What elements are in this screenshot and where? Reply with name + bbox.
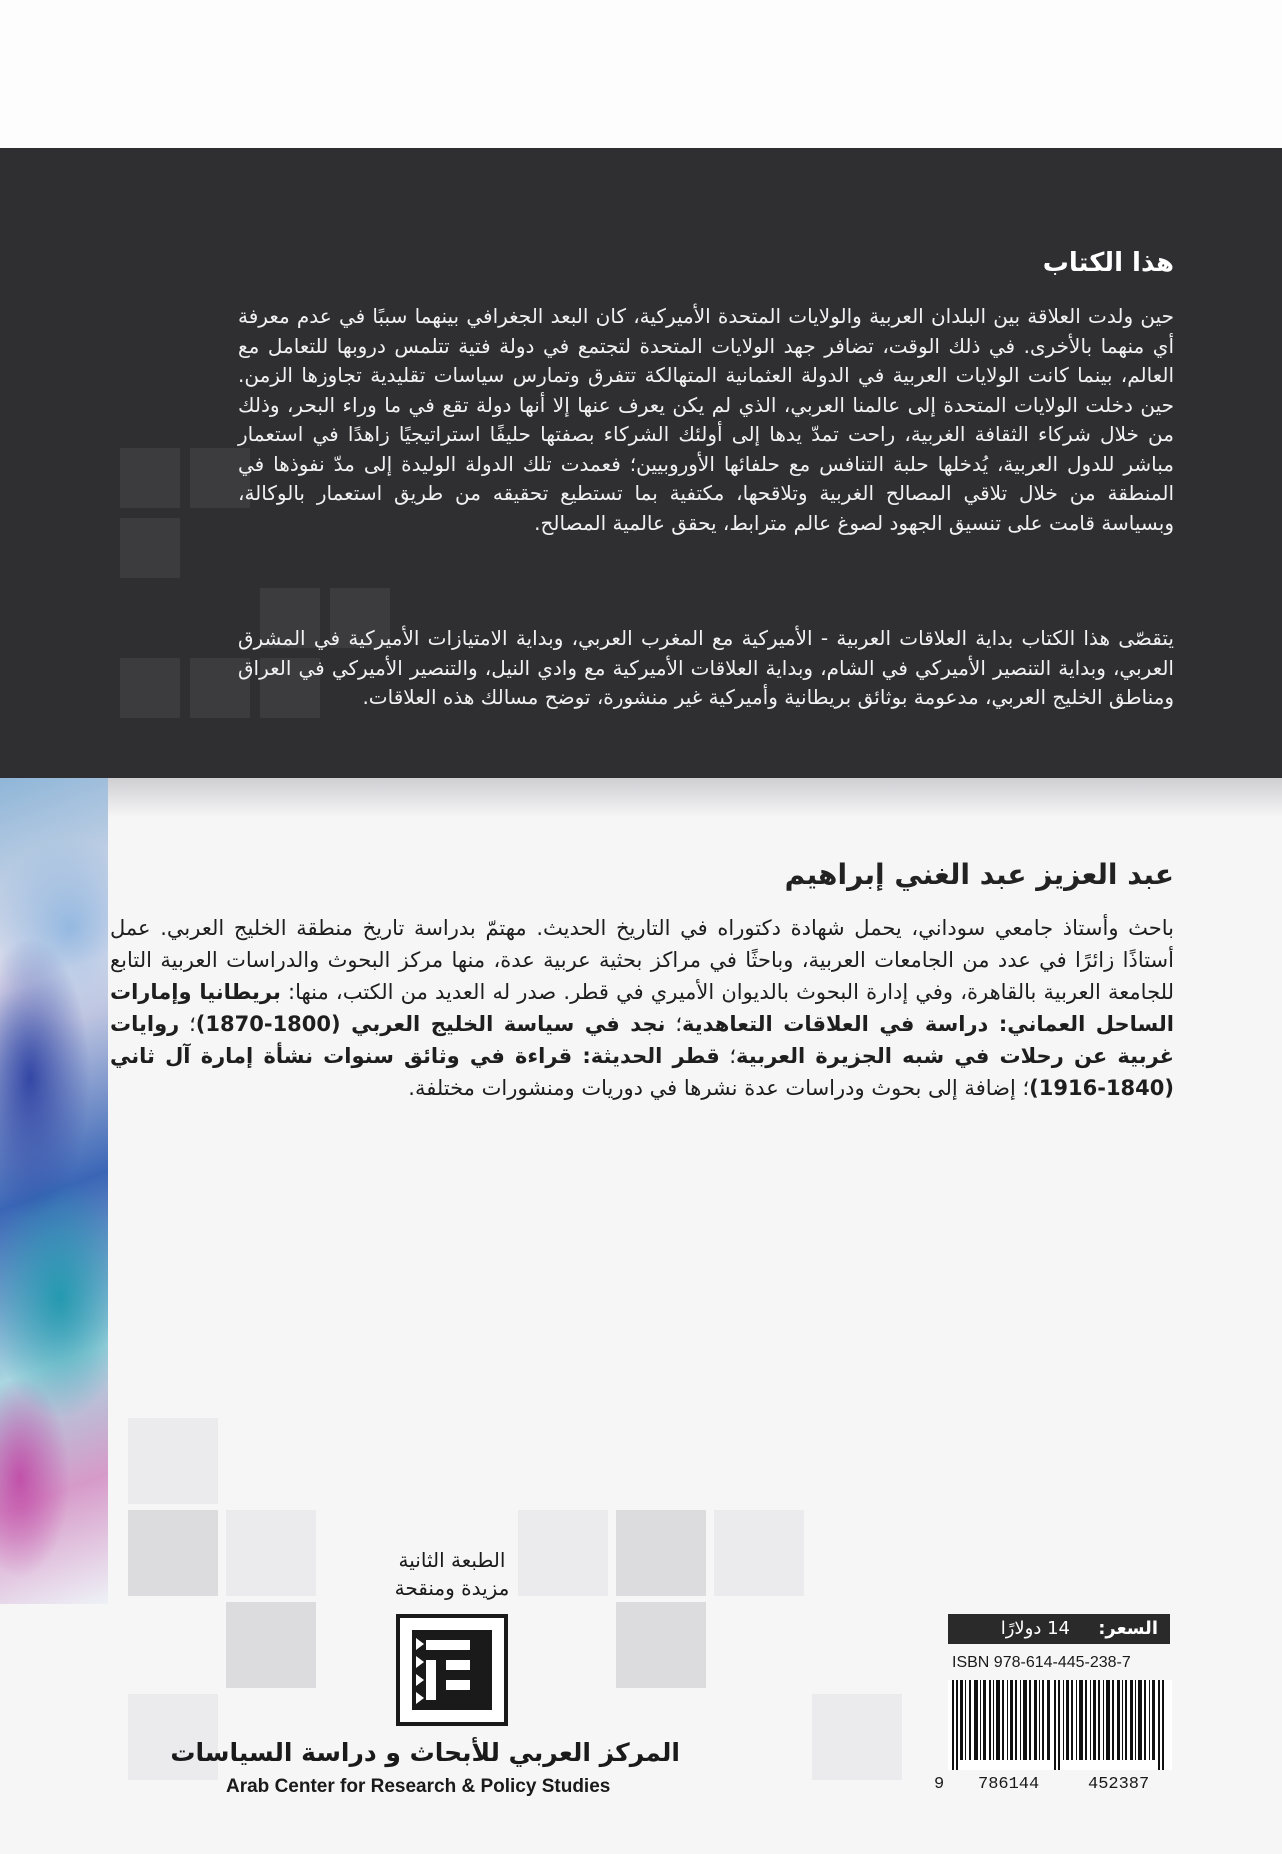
price-value: 14 دولارًا bbox=[1000, 1618, 1070, 1639]
barcode-digits-3: 452387 bbox=[1088, 1775, 1150, 1794]
edition-line-2: مزيدة ومنقحة bbox=[394, 1576, 510, 1600]
bio-intro: باحث وأستاذ جامعي سوداني، يحمل شهادة دكتوراه في التاريخ الحديث. مهتمّ بدراسة تاريخ منطقة الخليج العربي. عمل أستاذًا زائرًا في عدد من الجامعات العربية، وباحثًا في مراكز بحثية عربية عدة، منها مركز البحوث والدراسات العربية التابع للجامعة العربية بالقاهرة، وفي إدارة البحوث بالديوان الأميري في قطر. صدر له العديد من الكتب، منها: bbox=[110, 916, 1174, 1004]
publisher-name-english: Arab Center for Research & Policy Studies bbox=[226, 1776, 611, 1797]
publisher-name-arabic: المركز العربي للأبحاث و دراسة السياسات bbox=[170, 1738, 680, 1767]
about-heading: هذا الكتاب bbox=[1042, 248, 1174, 278]
author-bio: باحث وأستاذ جامعي سوداني، يحمل شهادة دكتوراه في التاريخ الحديث. مهتمّ بدراسة تاريخ منطقة الخليج العربي. عمل أستاذًا زائرًا في عدد من الجامعات العربية، وباحثًا في مراكز بحثية عربية عدة، منها مركز البحوث والدراسات العربية التابع للجامعة العربية بالقاهرة، وفي إدارة البحوث بالديوان الأميري في قطر. صدر له العديد من الكتب، منها: بريطانيا وإمارات الساحل العماني: دراسة في العلاقات التعاهدية؛ نجد في سياسة الخليج العربي (1800-1870)؛ روايات غربية عن رحلات في شبه الجزيرة العربية؛ قطر الحديثة: قراءة في وثائق سنوات نشأة إمارة آل ثاني (1840-1916)؛ إضافة إلى بحوث ودراسات عدة نشرها في دوريات ومنشورات مختلفة. bbox=[110, 916, 1174, 1100]
book-title-1: بريطانيا وإمارات الساحل العماني: دراسة في العلاقات التعاهدية bbox=[110, 980, 1174, 1036]
bio-outro: ؛ إضافة إلى بحوث ودراسات عدة نشرها في دوريات ومنشورات مختلفة. bbox=[408, 1076, 1030, 1100]
price-box bbox=[948, 1614, 1170, 1644]
panel-shadow bbox=[0, 778, 1282, 818]
price-label: السعر: bbox=[1098, 1618, 1158, 1639]
edition-line-1: الطبعة الثانية bbox=[398, 1548, 506, 1572]
isbn-text: ISBN 978-614-445-238-7 bbox=[952, 1654, 1131, 1671]
publisher-logo-icon bbox=[396, 1614, 508, 1726]
barcode-icon bbox=[948, 1680, 1172, 1770]
abstract-art-image bbox=[0, 778, 108, 1604]
barcode-digits-2: 786144 bbox=[978, 1775, 1040, 1794]
about-paragraph-2: يتقصّى هذا الكتاب بداية العلاقات العربية - الأميركية مع المغرب العربي، وبداية الامتيازات الأميركية في المشرق العربي، وبداية التنصير الأميركي في الشام، وبداية العلاقات الأميركية مع وادي النيل، والتنصير الأميركي في العراق ومناطق الخليج العربي، مدعومة بوثائق بريطانية وأميركية غير منشورة، توضح مسالك هذه العلاقات. bbox=[238, 626, 1174, 709]
top-band bbox=[0, 0, 1282, 148]
barcode-digit-1: 9 bbox=[934, 1775, 945, 1794]
author-name: عبد العزيز عبد الغني إبراهيم bbox=[784, 858, 1174, 891]
about-paragraph-1: حين ولدت العلاقة بين البلدان العربية والولايات المتحدة الأميركية، كان البعد الجغرافي بينهما سببًا في عدم معرفة أي منهما بالأخرى. في ذلك الوقت، تضافر جهد الولايات المتحدة لتجتمع في دولة فتية تتلمس دروبها للتعامل مع العالم، بينما كانت الولايات العربية في الدولة العثمانية المتهالكة تتفرق وتمارس سياسات تقليدية تجاوزها الزمن. حين دخلت الولايات المتحدة إلى عالمنا العربي، الذي لم يكن يعرف عنها إلا أنها دولة تقع في ما وراء البحر، وذلك من خلال شركاء الثقافة الغربية، راحت تمدّ يدها إلى أولئك الشركاء بصفتها حليفًا استراتيجيًا زاهدًا في استعمار مباشر للدول العربية، يُدخلها حلبة التنافس مع حلفائها الأوروبيين؛ فعمدت تلك الدولة الوليدة إلى مدّ نفوذها في المنطقة من خلال تلاقي المصالح الغربية وتلاقحها، مكتفية بما تستطيع تحقيقه من طريق استعمار بالوكالة، وبسياسة قامت على تنسيق الجهود لصوغ عالم مترابط، يحقق عالمية المصالح. bbox=[238, 304, 1174, 535]
edition-note bbox=[374, 1546, 530, 1602]
book-title-3: روايات غربية عن رحلات في شبه الجزيرة العربية bbox=[110, 1012, 1174, 1068]
book-title-4: قطر الحديثة: قراءة في وثائق سنوات نشأة إمارة آل ثاني (1840-1916) bbox=[110, 1044, 1174, 1100]
book-title-2: نجد في سياسة الخليج العربي (1800-1870) bbox=[195, 1012, 666, 1036]
